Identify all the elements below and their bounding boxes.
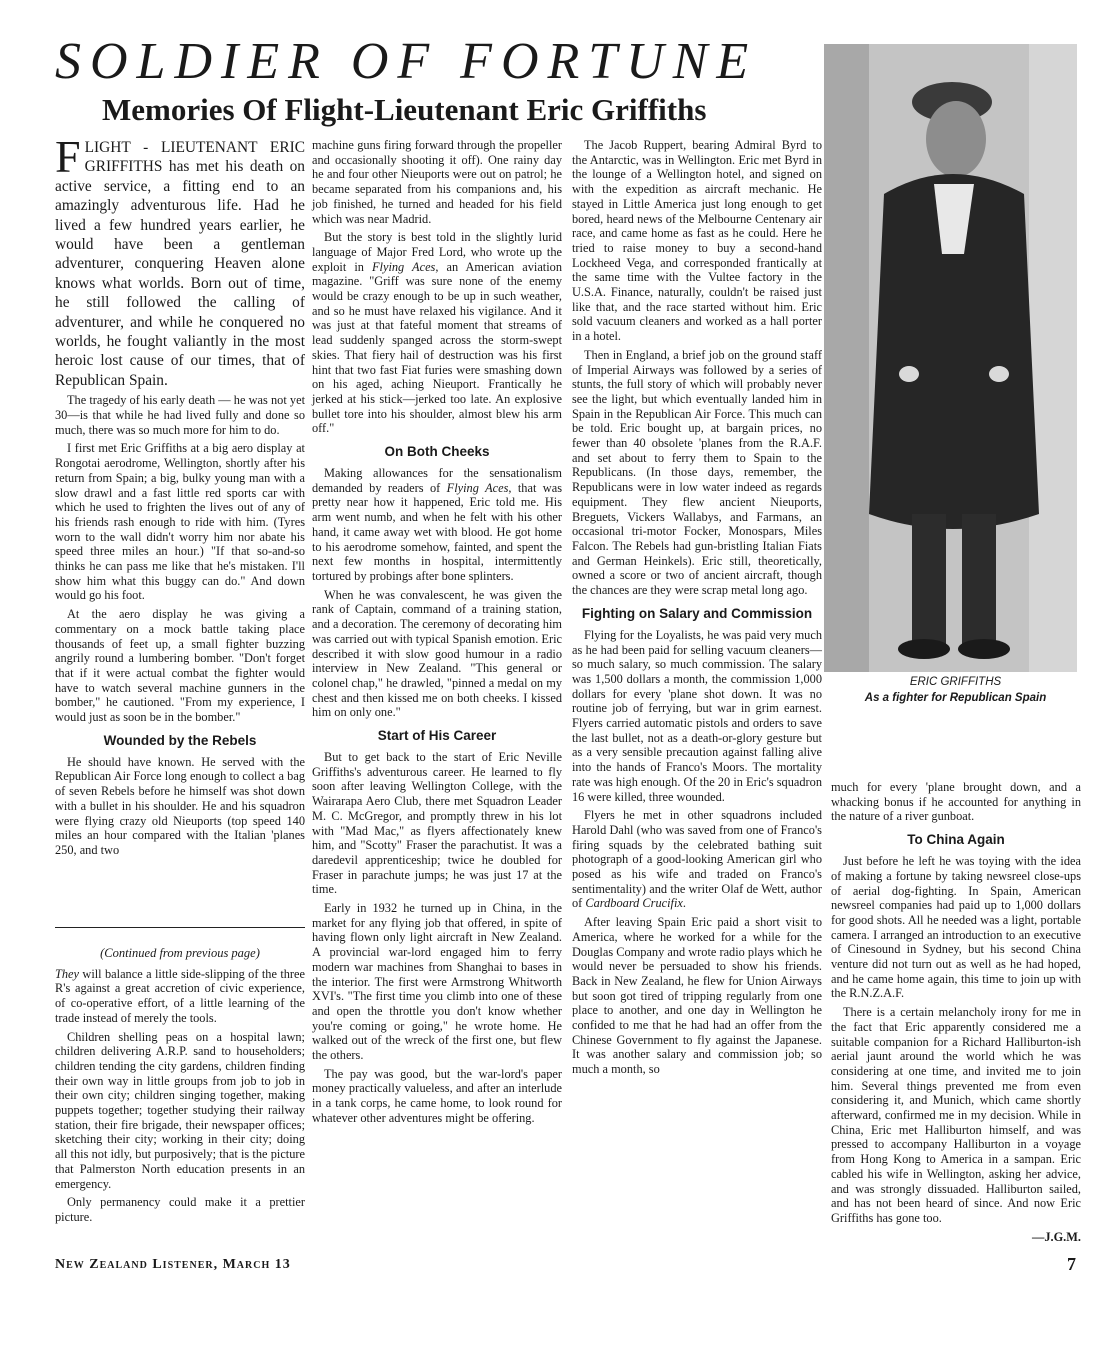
paragraph: Then in England, a brief job on the ground staff of Imperial Airways was followed by a series of stunts, the full story of which will probably never see the light, but which eventually landed him in Spain in the Republican Air Force. This much can be told. Eric bought up, at bargain prices, no fewer than 40 obsolete 'planes from the R.A.F. and set about to ferry them to Spain to the Republicans. (In those days, remember, the Republicans were in low water indeed as regards equipment. They flew ancient Nieuports, Breguets, Vickers Wallabys, and Farmans, an occasional tri-motor Focker, Monospars, Miles Falcon. The Rebels had gun-bristling Italian Fiats and German Heinkels). Eric still, theoretically, owned a score or two of ancient aircraft, though the chances are they were scrap metal long ago. xyxy=(572,347,822,598)
paragraph: I first met Eric Griffiths at a big aero display at Rongotai aerodrome, Wellington, shortly after his return from Spain; a big, bulky young man with a slow drawl and a fast little red sports car with which he used to frighten the lives out of any of his friends rash enough to ride with him. (Tyres worn to the wall didn't worry him nor abate his speed three miles an hour.) "If that so-and-so thinks he can pass me like that he's mistaken. I'll show him what this buggy can do." And down would go his foot. xyxy=(55,441,305,603)
paragraph: Making allowances for the sensationalism demanded by readers of Flying Aces, that was pretty near how it happened, Eric told me. His arm went numb, and when he felt with his other hand, it came away wet with blood. He got home to his aerodrome somehow, fainted, and spent the next few months in hospital, intermittently tortured by probings after bone splinters. xyxy=(312,466,562,583)
paragraph: much for every 'plane brought down, and a whacking bonus if he accounted for anything in the nature of a river gunboat. xyxy=(831,780,1081,824)
paragraph: Flyers he met in other squadrons included Harold Dahl (who was saved from one of Franco's firing squads by the celebrated bathing suit photograph of a good-looking American girl who posed as his wife and traded on Franco's sentimentality) and the writer Olaf de Wett, author of Cardboard Crucifix. xyxy=(572,808,822,911)
paragraph: The tragedy of his early death — he was not yet 30—is that while he had lived fully and done so much, there was so much more for him to do. xyxy=(55,393,305,437)
continued-article xyxy=(55,940,305,1229)
paragraph: machine guns firing forward through the propeller and occasionally shooting it off). One rainy day he and four other Nieuports were out on patrol; he became separated from his companions and, his job finished, he turned and headed for his field which was near Madrid. xyxy=(312,138,562,226)
lead-paragraph: FLIGHT - LIEUTENANT ERIC GRIFFITHS has met his death on active service, a fitting end to an amazingly adventurous life. Had he lived a few hundred years earlier, he would have been a gentleman adventurer, conquering Heaven alone knows what worlds. Born out of time, he still followed the calling of adventurer, and while he conquered no worlds, he fought valiantly in the most heroic lost cause of our times, that of Republican Spain. xyxy=(55,131,305,389)
paragraph: Just before he left he was toying with the idea of making a fortune by taking newsreel close-ups of aerial dog-fighting. In Spain, American newsreel companies had paid up to 1,000 dollars for good shots. All he needed was a light, portable camera. I arranged an introduction to an executive of Cinesound in Sydney, but his second China venture did not turn out as well as he had hoped, and he came home again, this time to join up with the R.N.Z.A.F. xyxy=(831,854,1081,1001)
photo-caption xyxy=(838,674,1073,706)
section-heading: Fighting on Salary and Commission xyxy=(581,605,813,621)
section-heading: On Both Cheeks xyxy=(384,444,490,460)
figure-silhouette xyxy=(824,44,1077,672)
publication-footer: New Zealand Listener, March 13 xyxy=(55,1257,291,1272)
section-heading: Start of His Career xyxy=(377,728,497,744)
paragraph: Flying for the Loyalists, he was paid very much as he had been paid for selling vacuum cleaners—so much salary, so much commission. The salary was 1,500 dollars a month, the commission 1,000 dollars for every 'plane shot down. It was no routine job of ferrying, but war in grim earnest. Flyers carried automatic pistols and orders to save the last bullet, not as a death-or-glory gesture but as a very sensible precaution against falling alive into the hands of Franco's Moors. The mortality rate was high enough. Of the 20 in Eric's squadron 16 were killed, three wounded. xyxy=(572,627,822,804)
caption-name: ERIC GRIFFITHS xyxy=(909,676,1002,688)
section-heading: Wounded by the Rebels xyxy=(103,732,257,748)
paragraph: Early in 1932 he turned up in China, in the market for any flying job that offered, in spite of having flown only light aircraft in New Zealand. A provincial war-lord engaged him to ferry modern war machines from Shanghai to bases in the interior. The first were Armstrong Whitworth XVI's. "The first time you climb into one of these and open the throttle you don't know whether you're coming or going," he wrote home. He walked out of the wreck of the first one, but flew the others. xyxy=(312,901,562,1063)
continued-note: (Continued from previous page) xyxy=(100,946,260,960)
divider-rule xyxy=(55,927,305,928)
column-1 xyxy=(55,131,305,862)
caption-description: As a fighter for Republican Spain xyxy=(864,692,1047,704)
paragraph: He should have known. He served with the Republican Air Force long enough to collect a bag of seven Rebels before he himself was shot down with a bullet in his shoulder. He and his squadron were flying crazy old Nieuports (top speed 140 miles an hour compared with the Italian 'planes 250, and two xyxy=(55,754,305,857)
paragraph: After leaving Spain Eric paid a short visit to America, where he worked for a while for the Douglas Company and wrote radio plays which he would never be persuaded to show his friends. Back in New Zealand, he flew for Union Airways but soon got tired of tripping regularly from one place to another, and one day in Wellington he confided to me that he had had an offer from the Chinese Government to fly against the Japanese. It was another salary and commission job; so much a month, so xyxy=(572,915,822,1077)
article-title: SOLDIER OF FORTUNE xyxy=(55,33,758,90)
page-number: 7 xyxy=(1067,1254,1076,1274)
portrait-photo-icon xyxy=(824,44,1077,672)
paragraph: But to get back to the start of Eric Neville Griffiths's adventurous career. He learned to fly soon after leaving Wellington College, with the Wairarapa Aero Club, there met Squadron Leader M. C. McGregor, and promptly threw in his lot with "Mad Mac," as flyers affectionately knew him, and "Scotty" Fraser the parachutist. It was a daredevil apprenticeship; twice he doubled for Fraser in parachute jumps; he was just 17 at the time. xyxy=(312,750,562,897)
paragraph: Only permanency could make it a prettier picture. xyxy=(55,1195,305,1224)
paragraph: The Jacob Ruppert, bearing Admiral Byrd to the Antarctic, was in Wellington. Eric met Byrd in the lounge of a Wellington hotel, and signed on with the expedition as aircraft mechanic. He stayed in Little America just long enough to get bored, heard news of the Melbourne Centenary air race, and came home as fast as he could. Here he tried to raise money to buy a second-hand Lockheed Vega, and corresponded frantically at the same time with the Vultee factory in the U.S.A. Finance, naturally, couldn't be raised just like that, and the race started without him. Eric sold vacuum cleaners and worked as a hall porter in a hotel. xyxy=(572,138,822,344)
paragraph: Children shelling peas on a hospital lawn; children delivering A.R.P. sand to householders; children tending the city gardens, children finding their own way in little groups from job to job in their own city; children singing together, making puppets together; together studying their railway station, their fire brigade, their newspaper offices; sketching their city; working in their city; doing all this not idly, but purposively; that is the picture that Palmerston North education presents in an emergency. xyxy=(55,1029,305,1191)
article-subtitle: Memories Of Flight-Lieutenant Eric Griffiths xyxy=(102,92,707,127)
column-3 xyxy=(572,138,822,1081)
column-4 xyxy=(831,780,1081,1244)
drop-cap: F xyxy=(55,131,81,182)
section-heading: To China Again xyxy=(907,832,1005,848)
paragraph: At the aero display he was giving a commentary on a mock battle taking place thousands of feet up, a small fighter buzzing angrily round a lumbering bomber. "Don't forget that if it were actual combat the fighter would have to watch several machine gunners in the bomber," he cautioned. "From my experience, I would just as soon be in the bomber." xyxy=(55,607,305,725)
paragraph: The pay was good, but the war-lord's paper money practically valueless, and after an interlude in a tank corps, he came home, to look round for whatever other adventures might be offering. xyxy=(312,1066,562,1125)
paragraph: When he was convalescent, he was given the rank of Captain, command of a training station, and a decoration. The ceremony of decorating him was carried out with typical Spanish emotion. Eric described it with slow good humour in a radio interview in New Zealand. "This general or colonel chap," he drawled, "pinned a medal on my chest and then kissed me on both cheeks. I kissed him on only one." xyxy=(312,587,562,720)
paragraph: They will balance a little side-slipping of the three R's against a great accretion of civic experience, of co-operative effort, of a little learning of the trade instead of merely the tools. xyxy=(55,966,305,1025)
paragraph: But the story is best told in the slightly lurid language of Major Fred Lord, who wrote up the exploit in Flying Aces, an American aviation magazine. "Griff was sure none of the enemy would be crazy enough to be up in such weather, and so he must have relaxed his vigilance. And it was just at that fateful moment that streams of lead suddenly spanged across the storm-swept skies. That fiery hail of destruction was his first hint that two fast Fiat furies were smashing down on his aged, aching Nieuport. Frantically he jerked at his stick—jerked too late. An explosive bullet tore into his shoulder, almost blew his arm off." xyxy=(312,230,562,436)
column-2 xyxy=(312,138,562,1130)
paragraph: There is a certain melancholy irony for me in the fact that Eric apparently considered me a suitable companion for a Richard Halliburton-ish aerial jaunt around the world which he was considering at one time, and invited me to join him. Several things prevented me from even considering it, and Munich, which came shortly afterward, confirmed me in my decision. While in China, Eric met Halliburton himself, and was pressed to accompany Halliburton in a voyage from Hong Kong to America in a sampan. Eric cabled his wife in Wellington, asking her advice, and was strongly dissuaded. Halliburton sailed, and has not been heard of since. And now Eric Griffiths has gone too. xyxy=(831,1005,1081,1225)
author-signature: —J.G.M. xyxy=(1031,1229,1081,1244)
